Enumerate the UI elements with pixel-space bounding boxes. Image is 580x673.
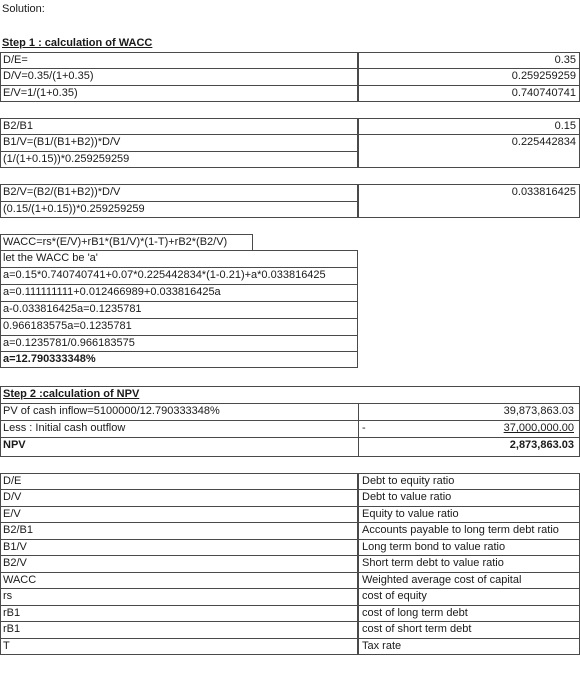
glossary-meaning: Accounts payable to long term debt ratio [362,524,559,536]
glossary-meaning: cost of equity [362,590,427,602]
block1-label-0: D/E= [3,54,28,66]
glossary-meaning: Equity to value ratio [362,508,459,520]
glossary-meaning: Short term debt to value ratio [362,557,504,569]
block1-label-2: E/V=1/(1+0.35) [3,87,78,99]
glossary-meaning: Debt to value ratio [362,491,452,503]
glossary-meaning: cost of long term debt [362,607,468,619]
glossary-term: rs [3,590,13,602]
solution-label: Solution: [2,3,45,15]
step2-value-1: 37,000,000.00 [503,422,574,434]
glossary-meaning: Weighted average cost of capital [362,574,522,586]
block1-label-1: D/V=0.35/(1+0.35) [3,70,94,82]
glossary-meaning: Debt to equity ratio [362,475,455,487]
step2-label-1: Less : Initial cash outflow [3,422,126,434]
step1-title: Step 1 : calculation of WACC [2,37,153,49]
block1-value-2: 0.740740741 [511,87,576,99]
glossary-term: D/E [3,475,22,487]
npv-label: NPV [3,439,26,451]
block2-value-1: 0.225442834 [511,136,576,148]
wacc-line-0: WACC=rs*(E/V)+rB1*(B1/V)*(1-T)+rB2*(B2/V) [3,236,228,248]
glossary-term: WACC [3,574,37,586]
block2-value-0: 0.15 [554,120,576,132]
glossary-term: rB1 [3,623,21,635]
step2-title: Step 2 :calculation of NPV [3,388,140,400]
wacc-line-5: 0.966183575a=0.1235781 [3,320,132,332]
wacc-line-6: a=0.1235781/0.966183575 [3,337,135,349]
wacc-line-2: a=0.15*0.740740741+0.07*0.225442834*(1-0.21)+a*0.033816425 [3,269,326,281]
glossary-meaning: cost of short term debt [362,623,472,635]
block2-label-2: (1/(1+0.15))*0.259259259 [3,153,130,165]
glossary-term: B2/B1 [3,524,33,536]
glossary-meaning: Tax rate [362,640,402,652]
glossary-term: T [3,640,10,652]
glossary-term: B2/V [3,557,27,569]
step2-sign-1: - [362,422,366,434]
block1-value-0: 0.35 [554,54,576,66]
wacc-line-3: a=0.111111111+0.012466989+0.033816425a [3,286,221,298]
glossary-term: rB1 [3,607,21,619]
wacc-line-4: a-0.033816425a=0.1235781 [3,303,142,315]
wacc-result: a=12.790333348% [3,353,96,365]
glossary-term: B1/V [3,541,27,553]
block2-label-1: B1/V=(B1/(B1+B2))*D/V [3,136,121,148]
block1-value-1: 0.259259259 [511,70,576,82]
step2-label-0: PV of cash inflow=5100000/12.790333348% [3,405,220,417]
wacc-line-1: let the WACC be 'a' [3,252,98,264]
step2-value-0: 39,873,863.03 [503,405,574,417]
glossary-term: D/V [3,491,22,503]
block3-label-1: (0.15/(1+0.15))*0.259259259 [3,203,145,215]
block3-label-0: B2/V=(B2/(B1+B2))*D/V [3,186,121,198]
block2-label-0: B2/B1 [3,120,33,132]
glossary-meaning: Long term bond to value ratio [362,541,506,553]
block3-value-0: 0.033816425 [511,186,576,198]
npv-value: 2,873,863.03 [509,439,574,451]
glossary-term: E/V [3,508,21,520]
